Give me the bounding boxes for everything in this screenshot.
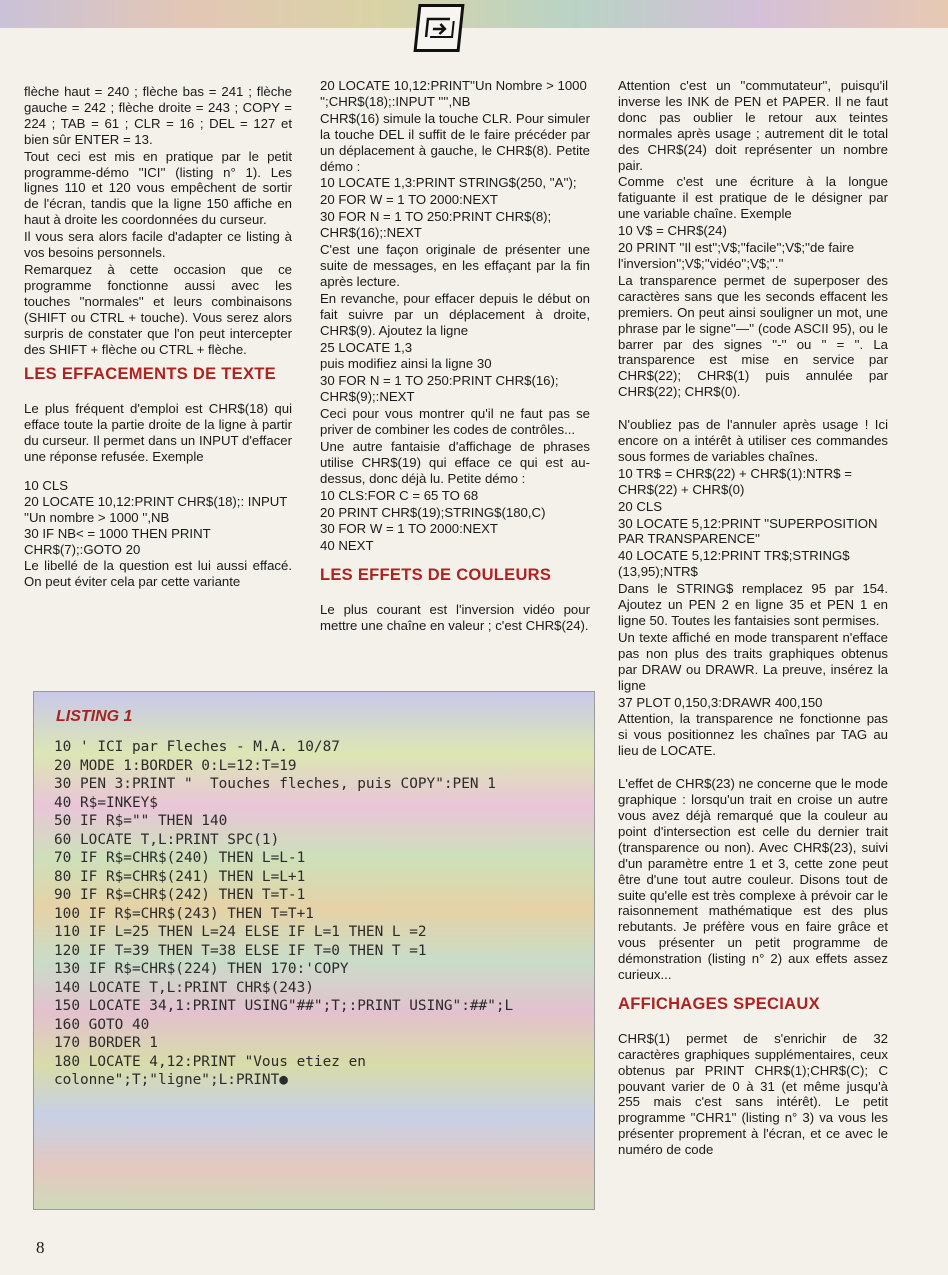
code-line: 30 FOR N = 1 TO 250:PRINT CHR$(8); CHR$(16);:NEXT [320, 209, 552, 241]
paragraph: CHR$(16) simule la touche CLR. Pour simuler la touche DEL il suffit de le faire précéder par un déplacement à gauche, le CHR$(8). Petite démo : [320, 110, 590, 174]
paragraph: L'effet de CHR$(23) ne concerne que le mode graphique : lorsqu'un trait en croise un autre vous avez déjà remarqué que la couleur au point d'intersection est celle du dernier trait (transparence ou non). Avec CHR$(23), suivi d'un paramètre entre 1 et 3, cette zone peut être d'une tout autre couleur. Disons tout de suite qu'elle est très complexe à prévoir car le raisonnement mathématique est des plus rebutants. Je préfère vous en faire grâce et vous présenter un petit programme de démonstration (listing n° 2) aux effets assez curieux... [618, 776, 888, 983]
column-1 [24, 84, 292, 591]
paragraph: Dans le STRING$ remplacez 95 par 154. Ajoutez un PEN 2 en ligne 35 et PEN 1 en ligne 50. Toutes les fantaisies sont permises. [618, 581, 888, 628]
paragraph: Attention, la transparence ne fonctionne pas si vous positionnez les chaînes par TAG au lieu de LOCATE. [618, 711, 888, 759]
paragraph: puis modifiez ainsi la ligne 30 [320, 356, 492, 372]
code-line: 30 FOR W = 1 TO 2000:NEXT [320, 521, 498, 537]
code-line: 30 FOR N = 1 TO 250:PRINT CHR$(16); CHR$(9);:NEXT [320, 373, 559, 405]
section-title: LES EFFACEMENTS DE TEXTE [24, 365, 276, 384]
code-line: 20 LOCATE 10,12:PRINT''Un Nombre > 1000 '';CHR$(18);:INPUT '''',NB [320, 78, 587, 109]
arrow-key-icon [413, 4, 464, 52]
paragraph: N'oubliez pas de l'annuler après usage ! Ici encore on a intérêt à utiliser ces commandes sous formes de variables chaînes. [618, 417, 888, 464]
paragraph: C'est une façon originale de présenter une suite de messages, en les effaçant par la fin après lecture. [320, 242, 590, 289]
paragraph: Comme c'est une écriture à la longue fatiguante il est pratique de le désigner par une variable chaîne. Exemple [618, 174, 888, 222]
code-line: 10 LOCATE 1,3:PRINT STRING$(250, ''A''); [320, 175, 577, 191]
code-line: 40 NEXT [320, 538, 374, 554]
paragraph: CHR$(1) permet de s'enrichir de 32 caractères graphiques supplémentaires, ceux obtenus par PRINT CHR$(1);CHR$(C); C pouvant varier de 0 à 31 (et même jusqu'à 255 mais c'est sans intérêt). Le petit programme ''CHR1'' (listing n° 3) va vous les présenter proprement à l'écran, et ce avec le numéro de code [618, 1030, 888, 1158]
column-3 [618, 78, 888, 1159]
code-line: 37 PLOT 0,150,3:DRAWR 400,150 [618, 694, 823, 710]
paragraph: Il vous sera alors facile d'adapter ce listing à vos besoins personnels. [24, 229, 292, 261]
paragraph: Remarquez à cette occasion que ce programme fonctionne aussi avec les touches ''normales'' et leurs combinaisons (SHIFT ou CTRL + touche). Vous serez alors surpris de constater que l'on peut intercepter des SHIFT + flèche ou CTRL + flèche. [24, 261, 292, 357]
paragraph: Le plus courant est l'inversion vidéo pour mettre une chaîne en valeur ; c'est CHR$(24). [320, 602, 590, 634]
paragraph: flèche haut = 240 ; flèche bas = 241 ; flèche gauche = 242 ; flèche droite = 243 ; COPY = 224 ; TAB = 61 ; CLR = 16 ; DEL = 127 et bien sûr ENTER = 13. [24, 84, 292, 147]
code-line: 25 LOCATE 1,3 [320, 339, 413, 355]
code-line: 40 LOCATE 5,12:PRINT TR$;STRING$ (13,95);NTR$ [618, 548, 850, 580]
paragraph: Attention c'est un ''commutateur'', puisqu'il inverse les INK de PEN et PAPER. Il ne faut donc pas oublier le retour aux teintes normales après usage ; autrement dit le total des CHR$(24) doit représenter un nombre pair. [618, 78, 888, 173]
code-line: 20 CLS [618, 498, 662, 514]
code-line: 20 PRINT CHR$(19);STRING$(180,C) [320, 504, 546, 520]
paragraph: Le plus fréquent d'emploi est CHR$(18) qui efface toute la partie droite de la ligne à partir du curseur. Il permet dans un INPUT d'effacer une réponse refusée. Exemple [24, 401, 292, 465]
paragraph: La transparence permet de superposer des caractères sans que les seconds effacent les premiers. On peut ainsi souligner un mot, une phrase par le signe''—'' (code ASCII 95), ou le barrer par des signes ''-'' ou '' = ''. La transparence est mise en service par CHR$(22); CHR$(1) puis annulée par CHR$(22); CHR$(0). [618, 272, 888, 400]
code-line: 30 LOCATE 5,12:PRINT ''SUPERPOSITION PAR TRANSPARENCE'' [618, 515, 878, 547]
listing-code: 10 ' ICI par Fleches - M.A. 10/87 20 MODE 1:BORDER 0:L=12:T=19 30 PEN 3:PRINT " Touches fleches, puis COPY":PEN 1 40 R$=INKEY$ 50 IF R$="" THEN 140 60 LOCATE T,L:PRINT SPC(1) 70 IF R$=CHR$(240) THEN L=L-1 80 IF R$=CHR$(241) THEN L=L+1 90 IF R$=CHR$(242) THEN T=T-1 100 IF R$=CHR$(243) THEN T=T+1 110 IF L=25 THEN L=24 ELSE IF L=1 THEN L =2 120 IF T=39 THEN T=38 ELSE IF T=0 THEN T =1 130 IF R$=CHR$(224) THEN 170:'COPY 140 LOCATE T,L:PRINT CHR$(243) 150 LOCATE 34,1:PRINT USING"##";T;:PRINT USING":##";L 160 GOTO 40 170 BORDER 1 180 LOCATE 4,12:PRINT "Vous etiez en colonne";T;"ligne";L:PRINT● [54, 739, 514, 1088]
paragraph: Ceci pour vous montrer qu'il ne faut pas se priver de combiner les codes de contrôles... [320, 406, 590, 438]
code-line: 20 FOR W = 1 TO 2000:NEXT [320, 192, 498, 208]
code-line: 10 TR$ = CHR$(22) + CHR$(1):NTR$ = CHR$(22) + CHR$(0) [618, 465, 852, 497]
listing-title: LISTING 1 [56, 708, 133, 725]
page-number: 8 [36, 1238, 45, 1257]
section-title: LES EFFETS DE COULEURS [320, 566, 552, 585]
code-line: 10 V$ = CHR$(24) [618, 223, 727, 239]
paragraph: Le libellé de la question est lui aussi effacé. On peut éviter cela par cette variante [24, 558, 292, 590]
paragraph: Un texte affiché en mode transparent n'efface pas non plus des traits graphiques obtenus par DRAW ou DRAWR. La preuve, insérez la ligne [618, 629, 888, 693]
paragraph: En revanche, pour effacer depuis le début on fait suivre par un déplacement à droite, CHR$(9). Ajoutez la ligne [320, 290, 590, 338]
section-title: AFFICHAGES SPECIAUX [618, 994, 820, 1013]
code-line: 20 PRINT ''Il est'';V$;''facile'';V$;''de faire l'inversion'';V$;''vidéo'';V$;''.'' [618, 240, 855, 271]
paragraph: Une autre fantaisie d'affichage de phrases utilise CHR$(19) qui efface ce qui est au- dessus, donc déjà lu. Petite démo : [320, 438, 590, 486]
column-2 [320, 78, 590, 635]
code-line: 10 CLS:FOR C = 65 TO 68 [320, 487, 479, 503]
paragraph: Tout ceci est mis en pratique par le petit programme-démo ''ICI'' (listing n° 1). Les lignes 110 et 120 vous empêchent de sortir de l'écran, tandis que la ligne 150 affiche en haut à droite les coordonnées du curseur. [24, 148, 292, 228]
top-color-band [0, 0, 948, 28]
listing-box [33, 691, 595, 1210]
code-snippet: 10 CLS 20 LOCATE 10,12:PRINT CHR$(18);: INPUT ''Un nombre > 1000 '',NB 30 IF NB< = 1000 THEN PRINT CHR$(7);:GOTO 20 [24, 477, 288, 557]
